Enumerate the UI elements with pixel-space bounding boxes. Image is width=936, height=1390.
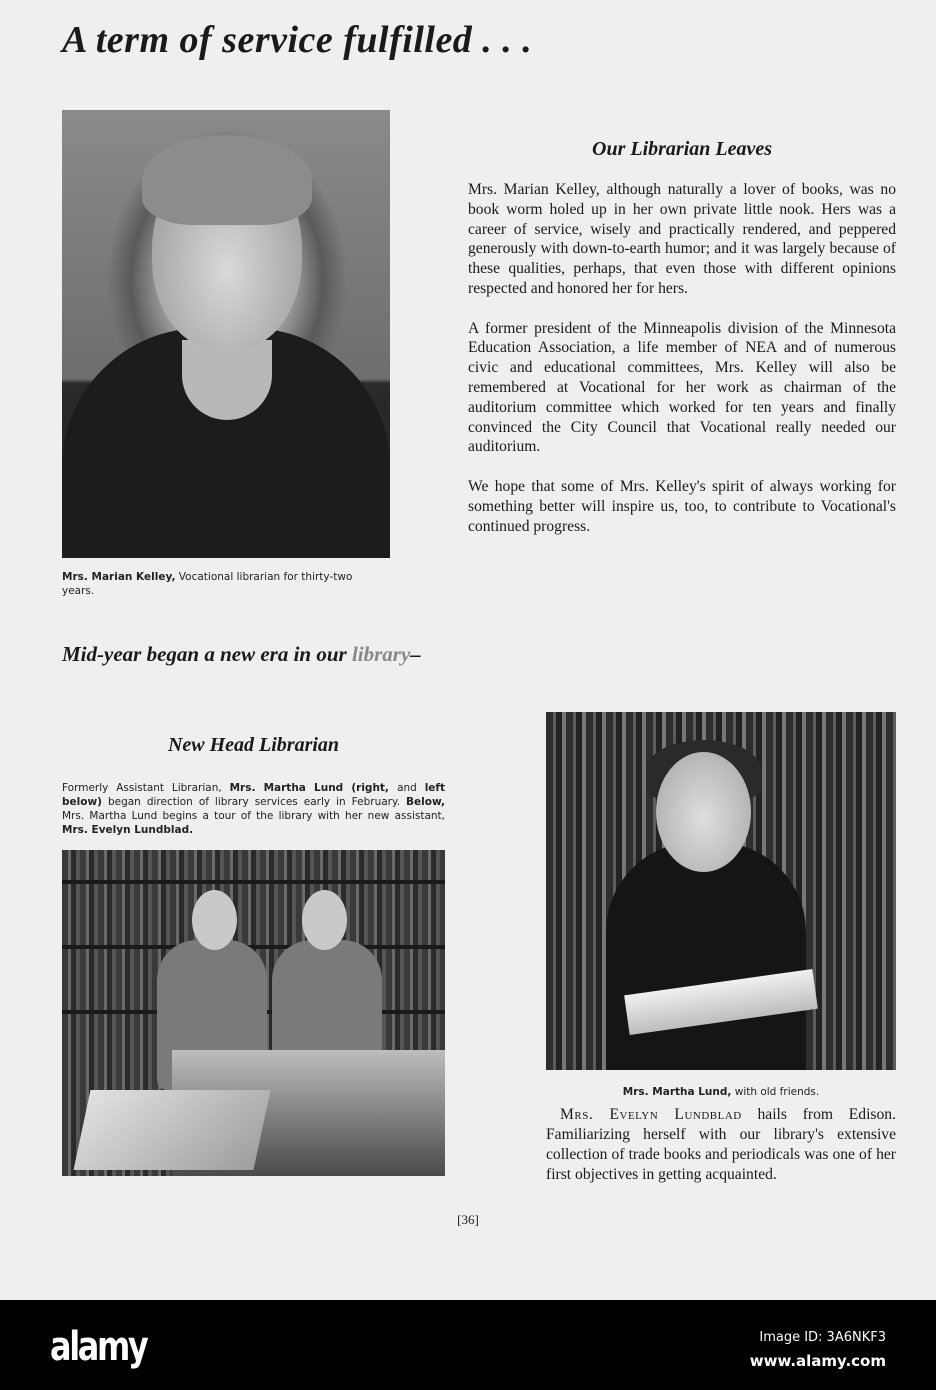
paragraph: We hope that some of Mrs. Kelley's spirit of always working for something better will inspire us, too, to contribute to Vocational's continued progress. <box>468 477 896 535</box>
caption-part: began direction of library services early in February. <box>101 796 407 808</box>
caption-part: Below, <box>406 796 445 808</box>
photo-martha-lund <box>546 712 896 1070</box>
photo-caption-kelley: Mrs. Marian Kelley, Vocational librarian for thirty-two years. <box>62 571 353 597</box>
article-body-lundblad: Mrs. Evelyn Lundblad hails from Edison. Familiarizing herself with our library's extensive collection of trade books and periodicals was one of her first objectives in getting acquainted. <box>546 1106 896 1183</box>
caption-part: left below) <box>62 782 445 808</box>
caption-part: Mrs. Evelyn Lundblad. <box>62 824 194 836</box>
caption-part: and <box>397 782 425 794</box>
image-id: Image ID: 3A6NKF3 <box>759 1330 886 1345</box>
page-title: A term of service fulfilled . . . <box>62 19 533 61</box>
photo-marian-kelley <box>62 110 390 558</box>
paragraph: A former president of the Minneapolis division of the Minnesota Education Association, a life member of NEA and of numerous civic and educational committees, Mrs. Kelley will also be remembered at Vocational for her work as chairman of the auditorium committee which worked for ten years and finally convinced the City Council that Vocational really needed our auditorium. <box>468 319 896 456</box>
section-heading-new-head-librarian: New Head Librarian <box>167 734 340 756</box>
section-heading-librarian-leaves: Our Librarian Leaves <box>592 138 772 160</box>
photo-caption-lund: Mrs. Martha Lund, with old friends. <box>622 1086 820 1098</box>
alamy-logo: alamy <box>50 1324 147 1370</box>
watermark-banner <box>0 1300 936 1390</box>
page-number: [36] <box>457 1212 479 1227</box>
caption-part: Formerly Assistant Librarian, <box>62 782 230 794</box>
caption-part: Mrs. Martha Lund (right, <box>229 782 398 794</box>
site-url: www.alamy.com <box>749 1352 886 1370</box>
caption-part: Mrs. Martha Lund begins a tour of the library with her new assistant, <box>62 810 445 822</box>
mid-year-heading: Mid-year began a new era in our library– <box>62 642 421 666</box>
photo-library-tour <box>62 850 445 1176</box>
article-body-kelley <box>468 180 896 556</box>
paragraph: Mrs. Marian Kelley, although naturally a lover of books, was no book worm holed up in her own private little nook. Hers was a career of service, wisely and practically rendered, and peppered generously with down-to-earth humor; and it was largely because of these qualities, perhaps, that even those with different opinions respected and honored her for hers. <box>468 181 896 297</box>
caption-new-head-librarian <box>62 781 445 837</box>
